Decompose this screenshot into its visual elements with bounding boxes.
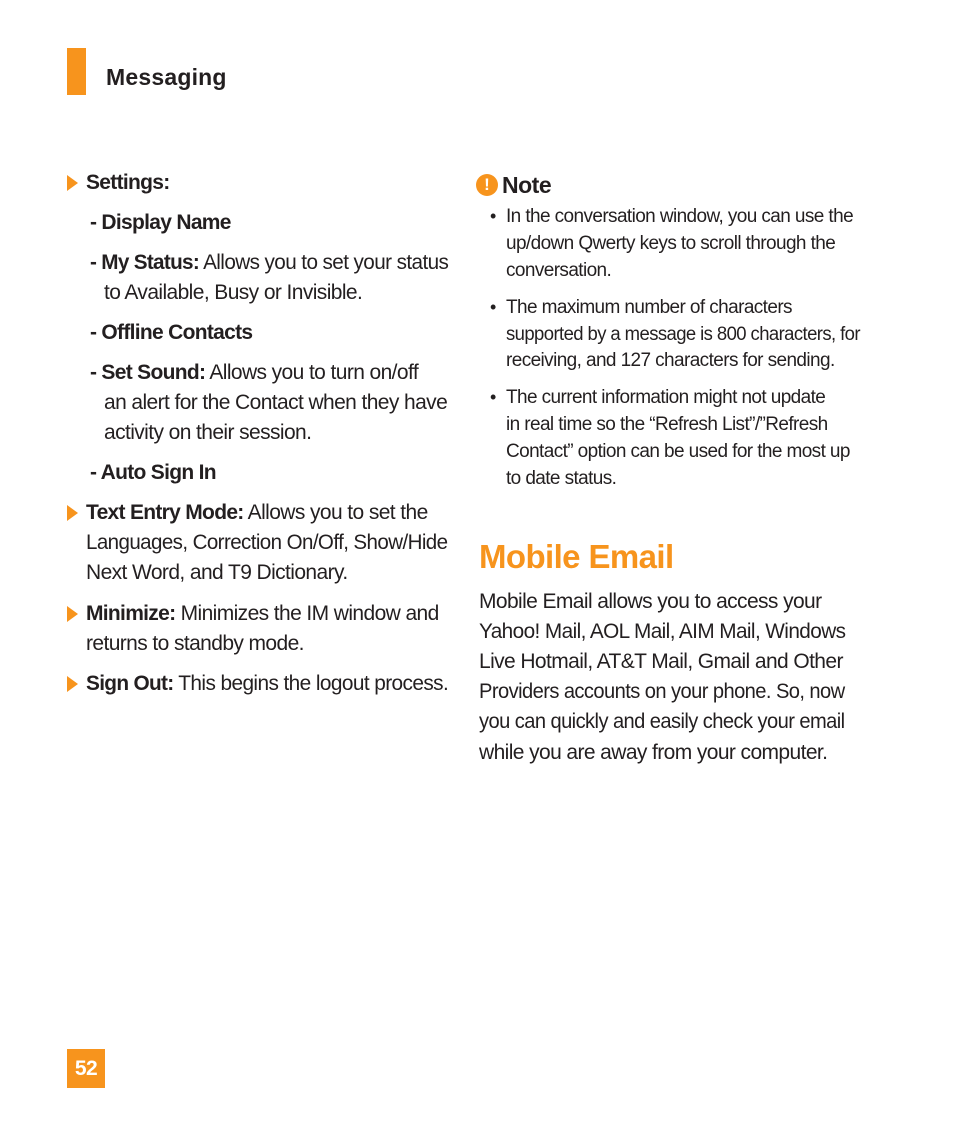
exclamation-icon: ! [476,174,498,196]
note-item-3-line: in real time so the “Refresh List”/”Refresh [506,414,828,435]
note-item-2-line: receiving, and 127 characters for sending. [506,350,835,371]
sign-out-item: Sign Out: This begins the logout process. [86,672,449,695]
orange-arrow-icon [67,606,78,622]
orange-arrow-icon [67,676,78,692]
note-item-3-line: to date status. [506,468,617,489]
orange-arrow-icon [67,175,78,191]
text-entry-mode-text: Next Word, and T9 Dictionary. [86,561,348,584]
text-entry-mode-item: Text Entry Mode: Allows you to set the [86,501,428,524]
set-sound-item: - Set Sound: Allows you to turn on/off [90,361,419,384]
my-status-text: to Available, Busy or Invisible. [104,281,363,304]
minimize-text: returns to standby mode. [86,632,304,655]
mobile-email-paragraph-line: Providers accounts on your phone. So, now [479,680,845,703]
set-sound-text: activity on their session. [104,421,312,444]
minimize-item: Minimize: Minimizes the IM window and [86,602,439,625]
mobile-email-paragraph-line: Mobile Email allows you to access your [479,590,822,613]
note-item-1-line: In the conversation window, you can use the [506,206,854,227]
mobile-email-paragraph-line: Live Hotmail, AT&T Mail, Gmail and Other [479,650,843,673]
mobile-email-paragraph-line: Yahoo! Mail, AOL Mail, AIM Mail, Windows [479,620,846,643]
note-item-2-line: The maximum number of characters [506,297,792,318]
note-item-3-line: The current information might not update [506,387,826,408]
section-title: Messaging [106,64,227,90]
bullet-icon: • [490,387,497,407]
bullet-icon: • [490,206,497,226]
bullet-icon: • [490,297,497,317]
note-title: Note [502,172,552,198]
note-item-1-line: up/down Qwerty keys to scroll through the [506,233,836,254]
set-sound-text: an alert for the Contact when they have [104,391,448,414]
orange-arrow-icon [67,505,78,521]
section-marker-bar [67,48,86,95]
note-item-1-line: conversation. [506,260,612,281]
mobile-email-paragraph-line: you can quickly and easily check your email [479,710,845,733]
mobile-email-paragraph-line: while you are away from your computer. [479,741,828,764]
offline-contacts-item: - Offline Contacts [90,321,253,344]
display-name-item: - Display Name [90,211,231,234]
auto-sign-in-item: - Auto Sign In [90,461,216,484]
page-number: 52 [67,1049,105,1088]
my-status-item: - My Status: Allows you to set your status [90,251,449,274]
note-item-3-line: Contact” option can be used for the most up [506,441,850,462]
settings-heading: Settings: [86,171,170,194]
mobile-email-heading: Mobile Email [479,538,674,575]
text-entry-mode-text: Languages, Correction On/Off, Show/Hide [86,531,448,554]
note-item-2-line: supported by a message is 800 characters, for [506,324,860,345]
